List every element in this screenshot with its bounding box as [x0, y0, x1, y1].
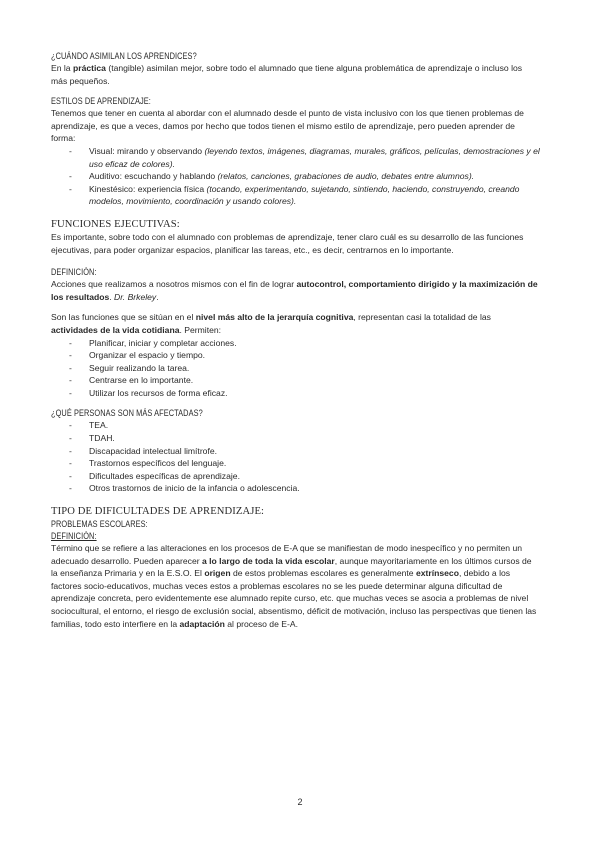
heading-tipo-dificultades: TIPO DE DIFICULTADES DE APRENDIZAJE:	[51, 506, 265, 518]
bold-run: autocontrol, comportamiento dirigido y la maximización de los resultados	[51, 279, 538, 302]
item-examples: (relatos, canciones, grabaciones de audio, debates entre alumnos).	[217, 171, 475, 182]
text-run: .	[109, 291, 115, 302]
heading-definicion: DEFINICIÓN:	[51, 267, 97, 278]
bold-run: a lo largo de toda la vida escolar	[201, 555, 335, 566]
list-item	[51, 183, 540, 208]
text-run: .	[156, 291, 159, 302]
text-run: , representan casi la totalidad de las	[353, 312, 491, 323]
list-permiten	[51, 337, 540, 400]
heading-cuando-asimilan: ¿CUÁNDO ASIMILAN LOS APRENDICES?	[51, 51, 197, 61]
bold-run: adaptación	[179, 618, 225, 629]
text-run: . Permiten:	[179, 324, 222, 335]
item-main: Auditivo: escuchando y hablando	[89, 171, 218, 182]
heading-personas-afectadas: ¿QUÉ PERSONAS SON MÁS AFECTADAS?	[51, 408, 203, 419]
text-run: Son las funciones que se sitúan en el	[51, 312, 196, 323]
text-run: de estos problemas escolares es generalmente	[230, 568, 416, 579]
item-main: Visual: mirando y observando	[89, 145, 205, 156]
list-item: - Organizar el espacio y tiempo.	[51, 349, 540, 362]
bold-run: nivel más alto de la jerarquía cognitiva	[195, 312, 354, 323]
item-examples: (tocando, experimentando, sujetando, sintiendo, haciendo, construyendo, creando modelos, movimiento, coordinación y usando colores).	[89, 183, 520, 207]
bold-practica: práctica	[72, 63, 106, 73]
citation-author: Dr. Brkeley	[114, 291, 157, 302]
list-item: - Planificar, iniciar y completar acciones.	[51, 337, 540, 350]
list-item: - Centrarse en lo importante.	[51, 374, 540, 387]
text-run: En la	[51, 63, 73, 73]
list-item: - TDAH.	[51, 432, 540, 445]
list-item	[51, 145, 540, 170]
list-item: - Utilizar los recursos de forma eficaz.	[51, 387, 540, 400]
list-item: - Discapacidad intelectual limítrofe.	[51, 445, 540, 458]
page-number: 2	[297, 797, 303, 807]
paragraph-funciones: Es importante, sobre todo con el alumnado con problemas de aprendizaje, tener claro cuál es su desarrollo de las funciones ejecutivas, para poder organizar espacios, planificar las tareas, etc., es decir, centrarnos en lo importante.	[51, 231, 524, 255]
heading-definicion-2: DEFINICIÓN:	[51, 531, 97, 542]
paragraph-asimilan	[51, 62, 540, 87]
heading-estilos: ESTILOS DE APRENDIZAJE:	[51, 96, 151, 107]
list-item: - Dificultades específicas de aprendizaje.	[51, 470, 540, 483]
list-item	[51, 170, 540, 183]
text-run: (tangible) asimilan mejor, sobre todo el alumnado que tiene alguna problemática de aprendizaje o incluso los más pequeños.	[51, 63, 523, 86]
paragraph-jerarquia	[51, 311, 540, 336]
text-run: , debido a los factores socio-educativos, muchas veces estos a problemas escolares no se les puede determinar alguna dificultad de aprendizaje concreta, pero evidentemente ese alumnado repite curso, etc. que muchas veces se asocia a problemas de nivel sociocultural, el entorno, el riesgo de exclusión social, absentismo, déficit de motivación, incluso las perspectivas que tienen las familias, todo esto interfiere en la	[51, 568, 537, 629]
bold-run: actividades de la vida cotidiana	[51, 324, 180, 335]
bold-run: origen	[204, 568, 231, 579]
item-examples: (leyendo textos, imágenes, diagramas, murales, gráficos, películas, demostraciones y el uso eficaz de colores).	[89, 145, 540, 169]
paragraph-estilos-intro: Tenemos que tener en cuenta al abordar con el alumnado desde el punto de vista inclusivo con los que tienen problemas de aprendizaje, es que a veces, damos por hecho que todos tienen el mismo estilo de aprendizaje, pero pueden aprender de forma:	[51, 108, 524, 144]
list-item: - Otros trastornos de inicio de la infancia o adolescencia.	[51, 482, 540, 495]
text-run: Acciones que realizamos a nosotros mismos con el fin de lograr	[51, 279, 297, 290]
item-main: Kinestésico: experiencia física	[89, 183, 207, 194]
list-afectadas	[51, 419, 540, 495]
paragraph-definicion	[51, 278, 540, 303]
list-item: - Seguir realizando la tarea.	[51, 362, 540, 375]
list-item: - Trastornos específicos del lenguaje.	[51, 457, 540, 470]
heading-funciones-ejecutivas: FUNCIONES EJECUTIVAS:	[51, 218, 180, 230]
paragraph-problemas-escolares	[51, 542, 540, 630]
list-estilos	[51, 145, 540, 208]
heading-problemas-escolares: PROBLEMAS ESCOLARES:	[51, 519, 148, 530]
list-item: - TEA.	[51, 419, 540, 432]
bold-run: extrínseco	[415, 568, 459, 579]
text-run: , aunque mayoritariamente en los últimos cursos de la enseñanza Primaria y en la E.S.O. El	[51, 555, 532, 579]
text-run: al proceso de E-A.	[224, 618, 298, 629]
text-run: Término que se refiere a las alteraciones en los procesos de E-A que se manifiestan de modo inespecífico y no permiten un adecuado desarrollo. Pueden aparecer	[51, 543, 523, 566]
